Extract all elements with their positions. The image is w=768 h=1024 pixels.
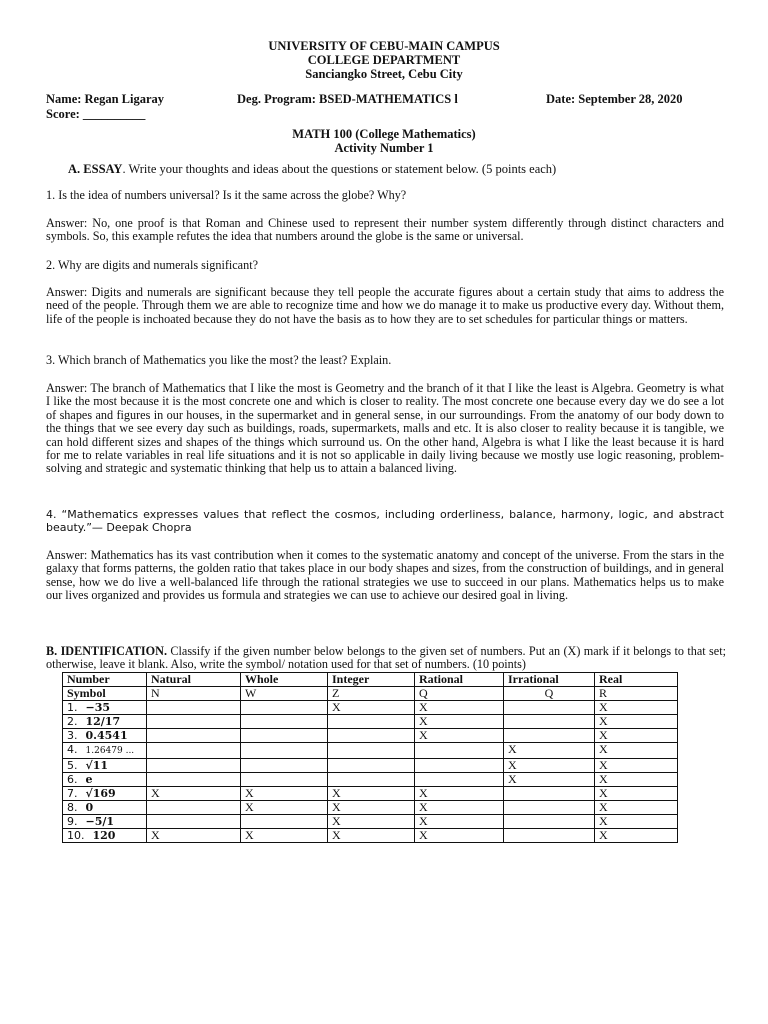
set-mark-cell: X: [415, 815, 504, 829]
set-mark-cell: X: [328, 701, 415, 715]
essay-answer-3: Answer: The branch of Mathematics that I like the most is Geometry and the branch of it that I like the least is Algebra. Geometry is what I like the most because it is the most concrete one and which is closer to reality. The most concrete one because every day we do see a lot of shapes and figures in our houses, in the supermarket and in general sense, in our surroundings. From the anatomy of our body down to the things that we see every day such as buildings, roads, supermarkets, malls and etc. It is also closer to reality because it is tangible, we can hold different sizes and shapes of the things which surround us. On the other hand, Algebra is what I like the least because it is hard for me to relate variables in real life situations and it is not so applicable in daily living because we mostly use logic reasoning, problem-solving and strategic and systematic thinking that help us to attain a balanced living.: [46, 381, 724, 476]
set-mark-cell: [241, 743, 328, 759]
date: Date: September 28, 2020: [546, 92, 683, 106]
set-mark-cell: X: [595, 773, 678, 787]
set-mark-cell: [147, 815, 241, 829]
set-mark-cell: X: [504, 773, 595, 787]
set-mark-cell: [241, 701, 328, 715]
section-a-heading: [68, 162, 556, 177]
set-mark-cell: [415, 773, 504, 787]
symbol-whole: W: [241, 687, 328, 701]
header-whole: Whole: [241, 673, 328, 687]
header-irrational: Irrational: [504, 673, 595, 687]
set-mark-cell: [147, 715, 241, 729]
table-body: [63, 701, 678, 843]
row-index: 8.: [67, 801, 78, 814]
set-mark-cell: X: [415, 729, 504, 743]
section-b-heading: [46, 645, 726, 672]
address: Sanciangko Street, Cebu City: [305, 67, 463, 81]
set-mark-cell: [504, 715, 595, 729]
set-mark-cell: [504, 729, 595, 743]
set-mark-cell: [415, 759, 504, 773]
degree-program: Deg. Program: BSED-MATHEMATICS l: [237, 92, 458, 106]
number-value: 12/17: [85, 715, 121, 728]
set-mark-cell: [241, 759, 328, 773]
essay-question-1: 1. Is the idea of numbers universal? Is it the same across the globe? Why?: [46, 188, 407, 202]
number-cell: [63, 759, 147, 773]
university-name: UNIVERSITY OF CEBU-MAIN CAMPUS: [268, 39, 500, 53]
set-mark-cell: X: [595, 701, 678, 715]
number-value: 1.26479 ...: [85, 746, 135, 756]
course-heading: [0, 127, 768, 155]
set-mark-cell: X: [241, 801, 328, 815]
table-header-row: [63, 673, 678, 687]
section-a-label: A. ESSAY: [68, 162, 123, 176]
symbol-row: [63, 687, 678, 701]
row-index: 6.: [67, 773, 78, 786]
row-index: 9.: [67, 815, 78, 828]
set-mark-cell: [504, 801, 595, 815]
set-mark-cell: X: [595, 715, 678, 729]
set-mark-cell: X: [595, 787, 678, 801]
section-b-label: B. IDENTIFICATION.: [46, 644, 167, 658]
number-cell: [63, 729, 147, 743]
set-mark-cell: [147, 743, 241, 759]
symbol-label: Symbol: [63, 687, 147, 701]
symbol-real: R: [595, 687, 678, 701]
table-row: [63, 815, 678, 829]
course-title: MATH 100 (College Mathematics): [292, 127, 476, 141]
number-value: 0: [85, 801, 94, 814]
set-mark-cell: [328, 759, 415, 773]
symbol-rational: Q: [415, 687, 504, 701]
set-mark-cell: [504, 829, 595, 843]
set-mark-cell: [241, 729, 328, 743]
set-mark-cell: [328, 743, 415, 759]
symbol-natural: N: [147, 687, 241, 701]
table-row: [63, 759, 678, 773]
set-mark-cell: [147, 701, 241, 715]
table-row: [63, 773, 678, 787]
row-index: 5.: [67, 759, 78, 772]
table-row: [63, 715, 678, 729]
number-cell: [63, 829, 147, 843]
set-mark-cell: [328, 773, 415, 787]
set-mark-cell: X: [328, 801, 415, 815]
row-index: 2.: [67, 715, 78, 728]
set-mark-cell: X: [415, 829, 504, 843]
student-info: [46, 92, 726, 107]
symbol-irrational: Q: [504, 687, 595, 701]
score-field: Score: __________: [46, 107, 146, 121]
essay-question-4: 4. “Mathematics expresses values that reflect the cosmos, including orderliness, balance, harmony, logic, and abstract beauty.”— Deepak Chopra: [46, 508, 724, 535]
header-number: Number: [63, 673, 147, 687]
row-index: 1.: [67, 701, 78, 714]
set-mark-cell: X: [504, 759, 595, 773]
section-a-instructions: . Write your thoughts and ideas about the questions or statement below. (5 points each): [122, 162, 557, 176]
number-cell: [63, 701, 147, 715]
essay-question-3: 3. Which branch of Mathematics you like the most? the least? Explain.: [46, 353, 392, 367]
number-value: 0.4541: [85, 729, 128, 742]
number-cell: [63, 743, 147, 759]
activity-title: Activity Number 1: [334, 141, 434, 155]
set-mark-cell: X: [595, 801, 678, 815]
set-mark-cell: [328, 729, 415, 743]
number-value: √169: [85, 787, 116, 800]
set-mark-cell: X: [504, 743, 595, 759]
essay-answer-1: Answer: No, one proof is that Roman and Chinese used to represent their number system differently through distinct characters and symbols. So, this example refutes the idea that numbers around the globe is the same or universal.: [46, 216, 724, 244]
set-mark-cell: [504, 787, 595, 801]
number-cell: [63, 787, 147, 801]
set-mark-cell: [147, 773, 241, 787]
table-row: [63, 701, 678, 715]
set-mark-cell: [241, 773, 328, 787]
number-cell: [63, 773, 147, 787]
row-index: 10.: [67, 829, 85, 842]
header-natural: Natural: [147, 673, 241, 687]
number-value: √11: [85, 759, 109, 772]
number-sets-table: [62, 672, 678, 843]
table-row: [63, 801, 678, 815]
table-row: [63, 829, 678, 843]
set-mark-cell: [241, 715, 328, 729]
set-mark-cell: [504, 701, 595, 715]
symbol-integer: Z: [328, 687, 415, 701]
row-index: 3.: [67, 729, 78, 742]
set-mark-cell: X: [147, 787, 241, 801]
essay-answer-2: Answer: Digits and numerals are significant because they tell people the accurate figures about a certain study that aims to address the need of the people. Through them we are able to recognize time and how we do manage it to make us productive every day. Without them, life of the people is inchoated because they do not have the basis as to how they are to set schedules for particular things or matters.: [46, 285, 724, 326]
set-mark-cell: X: [328, 815, 415, 829]
set-mark-cell: X: [415, 801, 504, 815]
set-mark-cell: X: [241, 829, 328, 843]
number-cell: [63, 815, 147, 829]
table-row: [63, 787, 678, 801]
row-index: 7.: [67, 787, 78, 800]
set-mark-cell: X: [328, 787, 415, 801]
essay-answer-4: Answer: Mathematics has its vast contribution when it comes to the systematic anatomy and concept of the universe. From the stars in the galaxy that forms patterns, the golden ratio that takes place in our body shapes and sizes, from the construction of buildings, and in general sense, how we do live a well-balanced life through the rational strategies we use to succeed in our plans. Mathematics helps us to make our lives organized and provides us formula and strategies we can use to achieve our desired goal in living.: [46, 548, 724, 603]
number-value: 120: [92, 829, 116, 842]
department-name: COLLEGE DEPARTMENT: [307, 53, 461, 67]
set-mark-cell: X: [415, 715, 504, 729]
set-mark-cell: X: [595, 829, 678, 843]
student-name: Name: Regan Ligaray: [46, 92, 165, 106]
set-mark-cell: [415, 743, 504, 759]
set-mark-cell: X: [415, 787, 504, 801]
set-mark-cell: X: [415, 701, 504, 715]
number-value: −5/1: [85, 815, 115, 828]
section-b-instructions: Classify if the given number below belongs to the given set of numbers. Put an (X) mark if it belongs to that set; otherwise, leave it blank. Also, write the symbol/ notation used for that set of numbers. (10 points): [46, 644, 726, 672]
header-real: Real: [595, 673, 678, 687]
number-value: e: [85, 773, 93, 786]
number-cell: [63, 715, 147, 729]
set-mark-cell: [147, 729, 241, 743]
set-mark-cell: [504, 815, 595, 829]
row-index: 4.: [67, 743, 78, 756]
number-value: −35: [85, 701, 111, 714]
table-row: [63, 743, 678, 759]
header-integer: Integer: [328, 673, 415, 687]
header-rational: Rational: [415, 673, 504, 687]
essay-question-2: 2. Why are digits and numerals significant?: [46, 258, 258, 272]
set-mark-cell: X: [595, 729, 678, 743]
set-mark-cell: X: [595, 743, 678, 759]
number-cell: [63, 801, 147, 815]
set-mark-cell: X: [595, 759, 678, 773]
set-mark-cell: [147, 801, 241, 815]
set-mark-cell: X: [595, 815, 678, 829]
set-mark-cell: X: [328, 829, 415, 843]
table-row: [63, 729, 678, 743]
set-mark-cell: [147, 759, 241, 773]
set-mark-cell: [241, 815, 328, 829]
set-mark-cell: X: [241, 787, 328, 801]
set-mark-cell: [328, 715, 415, 729]
document-header: [0, 39, 768, 81]
set-mark-cell: X: [147, 829, 241, 843]
